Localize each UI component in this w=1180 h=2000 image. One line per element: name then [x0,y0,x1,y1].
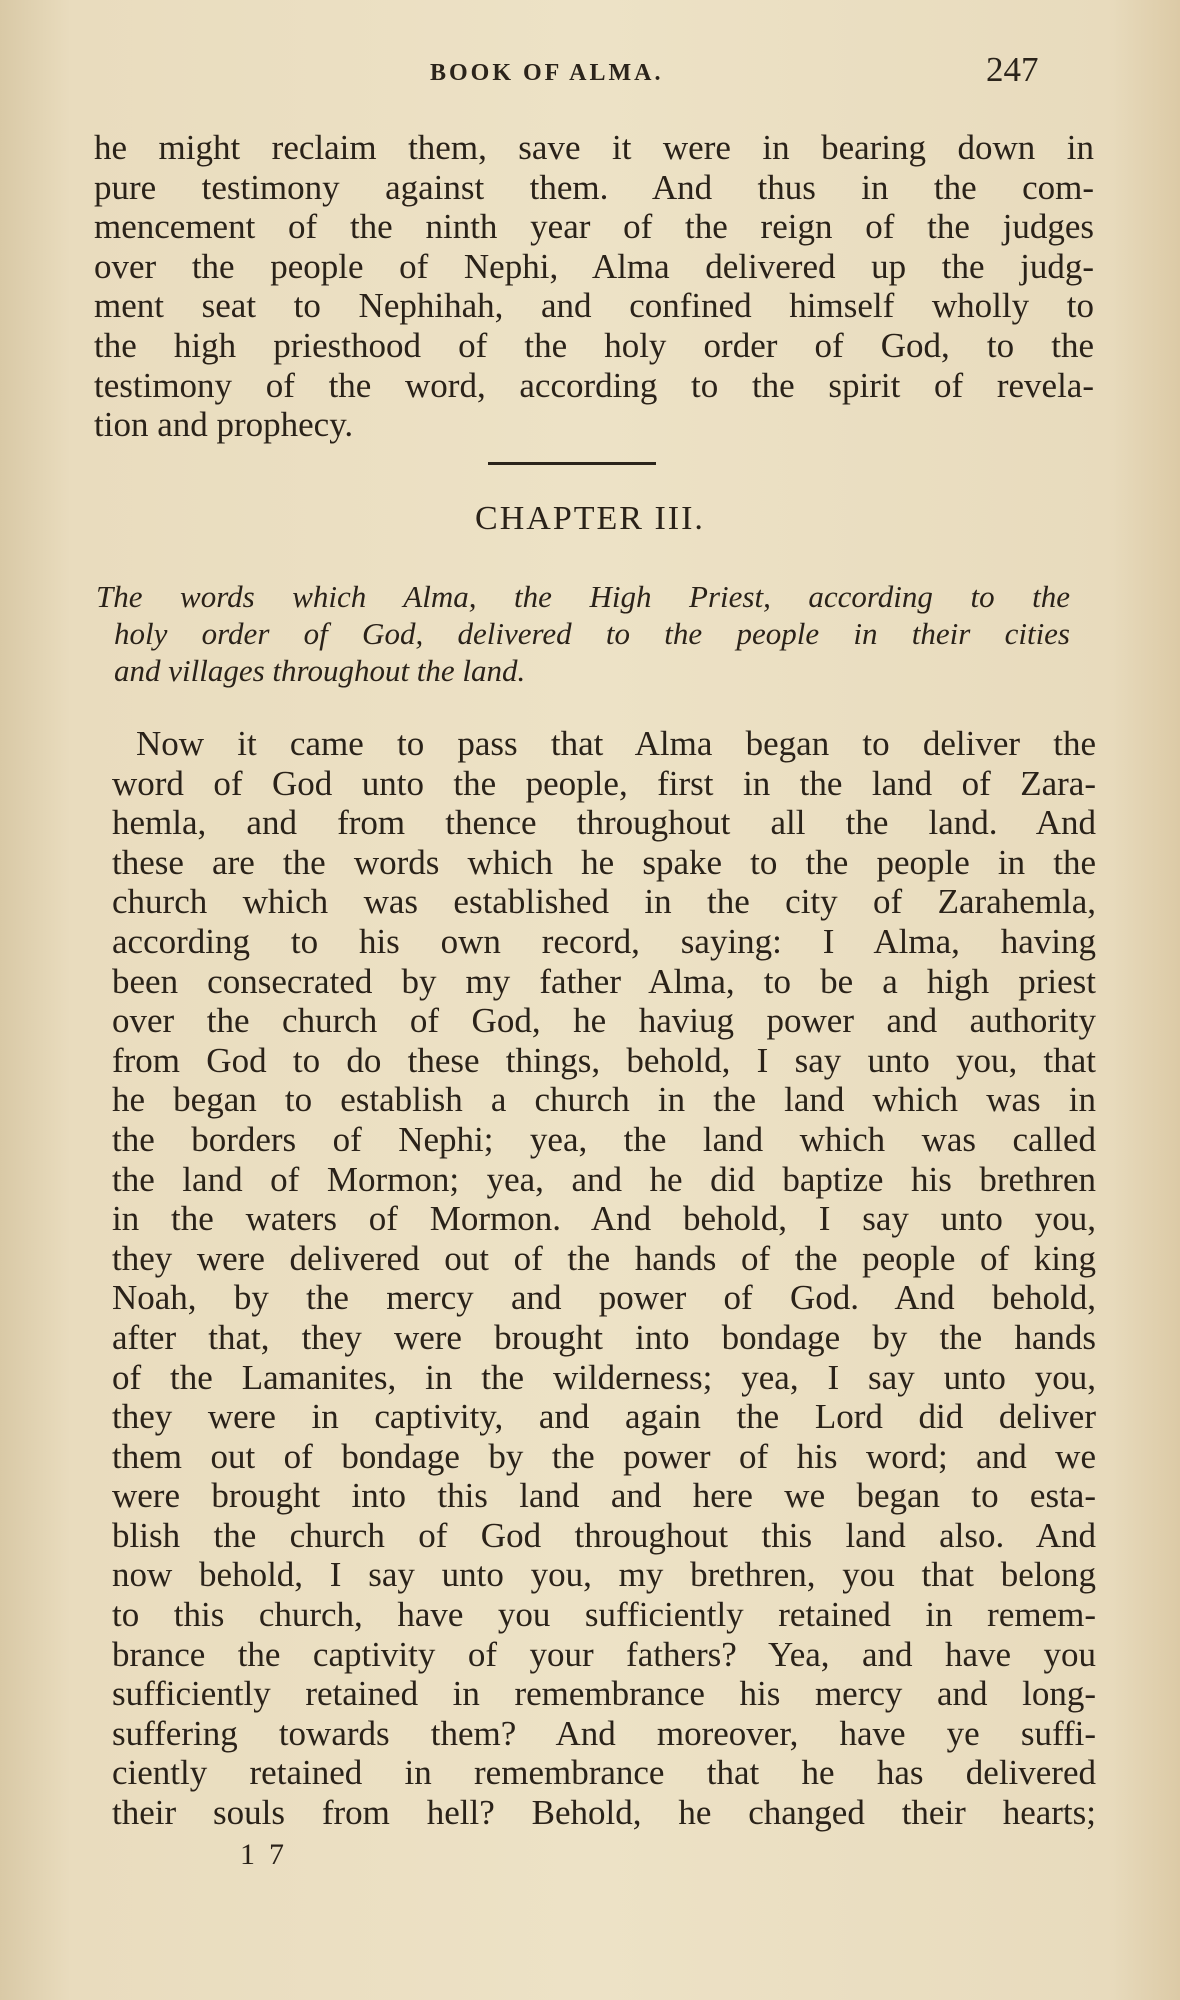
text-line: they were delivered out of the hands of the people of king [112,1238,1096,1278]
text-line: tion and prophecy. [94,405,354,445]
signature-mark: 17 [240,1838,298,1871]
text-line: brance the captivity of your fathers? Yea, and have you [112,1634,1096,1674]
text-line: the high priesthood of the holy order of God, to the [94,325,1094,365]
text-line: word of God unto the people, first in the land of Zara- [112,763,1096,803]
text-line: suffering towards them? And moreover, have ye suffi- [112,1713,1096,1753]
paragraph-continued [94,128,1094,445]
text-line: of the Lamanites, in the wilderness; yea, I say unto you, [112,1357,1096,1397]
running-head [0,50,1180,100]
text-line: their souls from hell? Behold, he changed their hearts; [112,1793,1096,1833]
text-line: now behold, I say unto you, my brethren, you that belong [112,1555,1096,1595]
chapter-body [112,724,1096,1833]
text-line: these are the words which he spake to the people in the [112,842,1096,882]
text-line: testimony of the word, according to the spirit of revela- [94,365,1094,405]
text-line: ciently retained in remembrance that he has delivered [112,1753,1096,1793]
text-line: over the church of God, he haviug power and authority [112,1001,1096,1041]
text-line: from God to do these things, behold, I say unto you, that [112,1040,1096,1080]
text-line: the land of Mormon; yea, and he did baptize his brethren [112,1159,1096,1199]
text-line: sufficiently retained in remembrance his mercy and long- [112,1674,1096,1714]
text-line: were brought into this land and here we began to esta- [112,1476,1096,1516]
text-line: been consecrated by my father Alma, to be a high priest [112,961,1096,1001]
text-line: them out of bondage by the power of his word; and we [112,1436,1096,1476]
text-line: ment seat to Nephihah, and confined himself wholly to [94,286,1094,326]
summary-line: and villages throughout the land. [114,653,526,688]
summary-line: The words which Alma, the High Priest, according to the [96,579,1070,614]
text-line: after that, they were brought into bondage by the hands [112,1317,1096,1357]
page-number: 247 [986,50,1039,89]
text-line: he began to establish a church in the land which was in [112,1080,1096,1120]
text-line: hemla, and from thence throughout all the land. And [112,803,1096,843]
text-line: he might reclaim them, save it were in bearing down in [94,128,1094,167]
chapter-summary [96,578,1070,689]
text-line: over the people of Nephi, Alma delivered up the judg- [94,246,1094,286]
running-title: BOOK OF ALMA. [430,60,664,86]
text-line: mencement of the ninth year of the reign of the judges [94,207,1094,247]
text-line: they were in captivity, and again the Lord did deliver [112,1397,1096,1437]
chapter-heading: CHAPTER III. [475,500,705,537]
text-line: pure testimony against them. And thus in the com- [94,167,1094,207]
text-line: in the waters of Mormon. And behold, I say unto you, [112,1199,1096,1239]
summary-line: holy order of God, delivered to the people in their cities [114,616,1070,651]
text-line: to this church, have you sufficiently retained in remem- [112,1595,1096,1635]
text-line: the borders of Nephi; yea, the land which was called [112,1119,1096,1159]
text-line: Now it came to pass that Alma began to deliver the [136,724,1096,763]
text-line: church which was established in the city of Zarahemla, [112,882,1096,922]
text-line: blish the church of God throughout this land also. And [112,1515,1096,1555]
text-line: according to his own record, saying: I Alma, having [112,921,1096,961]
section-divider-rule [488,462,656,465]
text-line: Noah, by the mercy and power of God. And behold, [112,1278,1096,1318]
